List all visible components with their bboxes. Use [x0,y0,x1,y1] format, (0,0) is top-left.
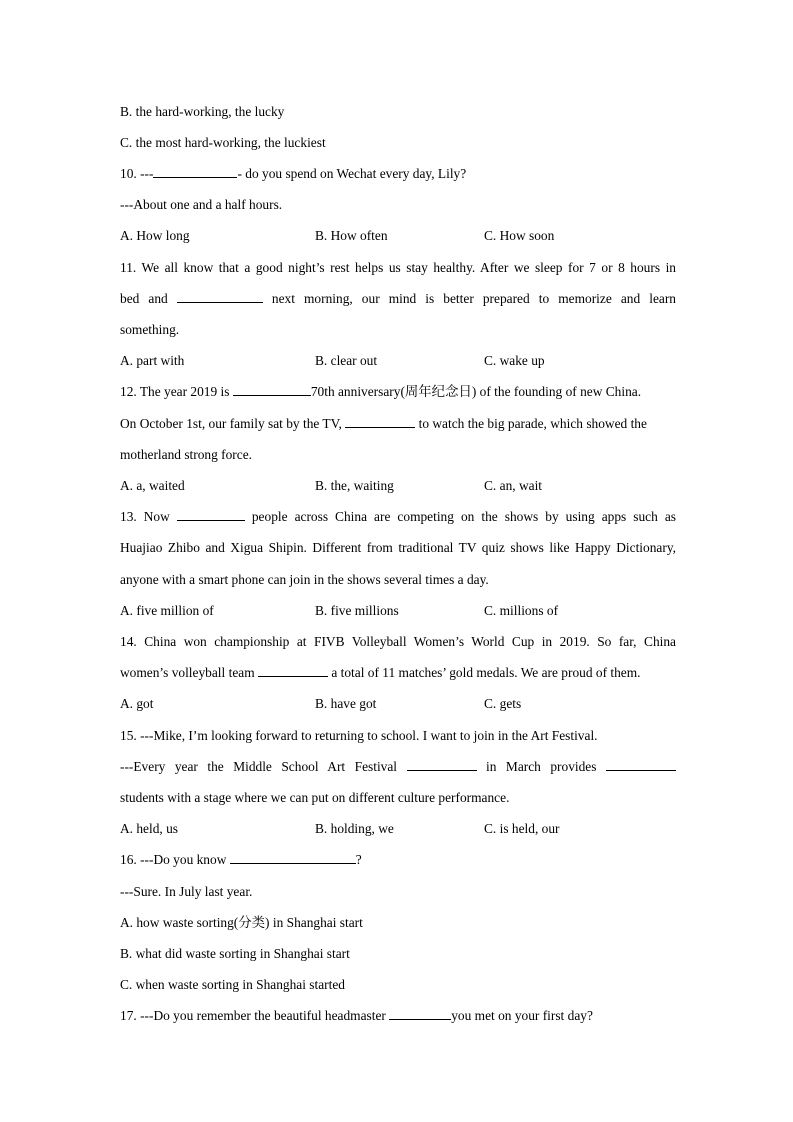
q12-line-2-prefix: On October 1st, our family sat by the TV, [120,416,342,431]
answer-blank[interactable] [233,383,311,396]
q16-option-a: A. how waste sorting(分类) in Shanghai start [120,915,363,930]
q17-question [120,1007,676,1025]
q12-option-c: C. an, wait [484,478,543,493]
q15-line-2 [120,758,676,776]
q10-option-b: B. How often [315,228,388,243]
answer-blank[interactable] [258,664,328,677]
q12-option-a: A. a, waited [120,478,185,493]
q15-line-2-w3: March [505,759,541,774]
q17-prefix: 17. ---Do you remember the beautiful headmaster [120,1008,386,1023]
q10-answer: ---About one and a half hours. [120,197,283,212]
q10-suffix: - do you spend on Wechat every day, Lily? [237,166,467,181]
q16-answer: ---Sure. In July last year. [120,884,253,899]
q10-option-c: C. How soon [484,228,555,243]
q14-line-2 [120,664,676,682]
q15-option-c: C. is held, our [484,821,560,836]
q13-line-1-suffix: people across China are competing on the shows by using apps such as [251,509,676,524]
answer-blank[interactable] [606,758,676,771]
q14-option-c: C. gets [484,696,522,711]
q13-line-1 [120,508,676,526]
q11-line-2-suffix: next morning, our mind is better prepared to memorize and learn [271,291,676,306]
q11-option-a: A. part with [120,353,185,368]
q10-option-a: A. How long [120,228,190,243]
q11-option-b: B. clear out [315,353,378,368]
q16-option-c: C. when waste sorting in Shanghai started [120,977,345,992]
q12-line-1-prefix: 12. The year 2019 is [120,384,230,399]
q17-suffix: you met on your first day? [451,1008,593,1023]
q15-line-2-w1: ---Every year the Middle School Art Festival [120,759,398,774]
q11-line-3: something. [120,322,180,337]
q16-suffix: ? [355,852,362,867]
q13-option-b: B. five millions [315,603,399,618]
q12-line-2-suffix: to watch the big parade, which showed the [418,416,647,431]
answer-blank[interactable] [407,758,477,771]
q13-line-1-prefix: 13. Now [120,509,170,524]
q15-option-a: A. held, us [120,821,179,836]
q14-option-b: B. have got [315,696,377,711]
q12-line-3: motherland strong force. [120,447,253,462]
q15-line-1: 15. ---Mike, I’m looking forward to returning to school. I want to join in the Art Festival. [120,728,598,743]
q14-option-a: A. got [120,696,154,711]
q15-line-2-w2: in [486,759,497,774]
answer-blank[interactable] [389,1007,451,1020]
q10-prefix: 10. --- [120,166,154,181]
q9-option-c: C. the most hard-working, the luckiest [120,135,326,150]
q10-question [120,165,676,183]
q12-line-1 [120,383,676,401]
q12-option-b: B. the, waiting [315,478,394,493]
q11-line-1: 11. We all know that a good night’s rest helps us stay healthy. After we sleep for 7 or 8 hours in [120,260,676,275]
q15-line-3: students with a stage where we can put on different culture performance. [120,790,510,805]
answer-blank[interactable] [230,851,356,864]
q14-line-2-prefix: women’s volleyball team [120,665,255,680]
answer-blank[interactable] [177,290,263,303]
q11-line-2 [120,290,676,308]
q16-question [120,851,676,869]
q12-line-1-suffix: 70th anniversary(周年纪念日) of the founding of new China. [310,384,642,399]
q13-line-2: Huajiao Zhibo and Xigua Shipin. Different from traditional TV quiz shows like Happy Dictionary, [120,540,676,555]
q11-line-2-prefix: bed and [120,291,168,306]
q13-option-a: A. five million of [120,603,214,618]
q15-line-2-w4: provides [550,759,597,774]
q11-option-c: C. wake up [484,353,545,368]
q14-line-2-suffix: a total of 11 matches’ gold medals. We are proud of them. [331,665,641,680]
q15-option-b: B. holding, we [315,821,394,836]
q13-option-c: C. millions of [484,603,559,618]
q16-option-b: B. what did waste sorting in Shanghai start [120,946,350,961]
answer-blank[interactable] [177,508,245,521]
q9-option-b: B. the hard-working, the lucky [120,104,285,119]
answer-blank[interactable] [153,165,237,178]
q12-line-2 [120,415,676,433]
q14-line-1: 14. China won championship at FIVB Volleyball Women’s World Cup in 2019. So far, China [120,634,676,649]
q16-prefix: 16. ---Do you know [120,852,227,867]
answer-blank[interactable] [345,415,415,428]
q13-line-3: anyone with a smart phone can join in the shows several times a day. [120,572,489,587]
